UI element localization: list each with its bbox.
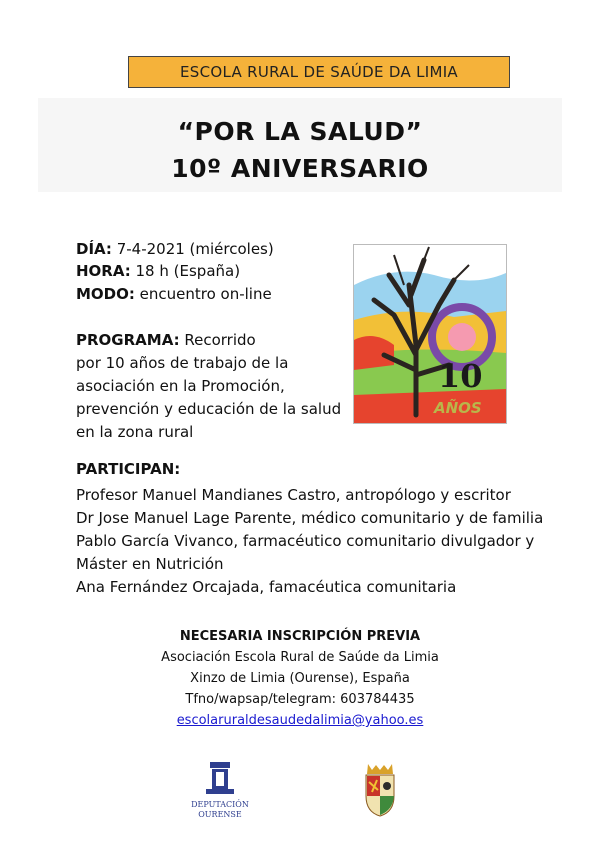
anniversary-logo-image bbox=[353, 244, 507, 424]
org-name: Asociación Escola Rural de Saúde da Limia bbox=[161, 650, 439, 665]
footer-contact bbox=[0, 626, 600, 731]
program-line: Recorrido bbox=[179, 331, 256, 349]
title-line-2: 10º ANIVERSARIO bbox=[171, 154, 429, 183]
detail-time-value: 18 h (España) bbox=[130, 262, 241, 280]
program-line: prevención y educación de la salud bbox=[76, 400, 342, 418]
detail-day bbox=[76, 239, 274, 260]
participant-line: Profesor Manuel Mandianes Castro, antropólogo y escritor bbox=[76, 486, 511, 504]
header-banner: ESCOLA RURAL DE SAÚDE DA LIMIA bbox=[128, 56, 510, 88]
detail-time-label: HORA: bbox=[76, 262, 131, 280]
program-line: por 10 años de trabajo de la bbox=[76, 354, 289, 372]
detail-day-label: DÍA: bbox=[76, 240, 112, 258]
participant-line: Pablo García Vivanco, farmacéutico comunitario divulgador y bbox=[76, 532, 535, 550]
deputacion-logo bbox=[188, 760, 252, 824]
participant-line: Dr Jose Manuel Lage Parente, médico comunitario y de familia bbox=[76, 509, 544, 527]
participants-title: PARTICIPAN: bbox=[76, 460, 181, 478]
detail-time bbox=[76, 261, 240, 282]
logo-word: AÑOS bbox=[434, 399, 482, 417]
participants-list bbox=[76, 484, 576, 599]
email-link[interactable]: escolaruraldesaudedalimia@yahoo.es bbox=[176, 713, 424, 728]
program-label: PROGRAMA: bbox=[76, 331, 180, 349]
program-line: en la zona rural bbox=[76, 423, 194, 441]
detail-mode-value: encuentro on-line bbox=[134, 285, 272, 303]
title-line-1: “POR LA SALUD” bbox=[177, 117, 423, 146]
program-section bbox=[76, 329, 346, 444]
org-phone: Tfno/wapsap/telegram: 603784435 bbox=[185, 692, 415, 707]
detail-mode-label: MODO: bbox=[76, 285, 135, 303]
participant-line: Máster en Nutrición bbox=[76, 555, 224, 573]
org-location: Xinzo de Limia (Ourense), España bbox=[190, 671, 410, 686]
detail-mode bbox=[76, 284, 272, 305]
program-line: asociación en la Promoción, bbox=[76, 377, 285, 395]
deputacion-line1: DEPUTACIÓN bbox=[191, 800, 249, 809]
registration-required: NECESARIA INSCRIPCIÓN PREVIA bbox=[179, 629, 421, 644]
participant-line: Ana Fernández Orcajada, famacéutica comunitaria bbox=[76, 578, 457, 596]
detail-day-value: 7-4-2021 (miércoles) bbox=[111, 240, 274, 258]
coat-of-arms-icon bbox=[360, 762, 400, 818]
deputacion-line2: OURENSE bbox=[198, 810, 242, 819]
logo-number: 10 bbox=[438, 357, 483, 395]
